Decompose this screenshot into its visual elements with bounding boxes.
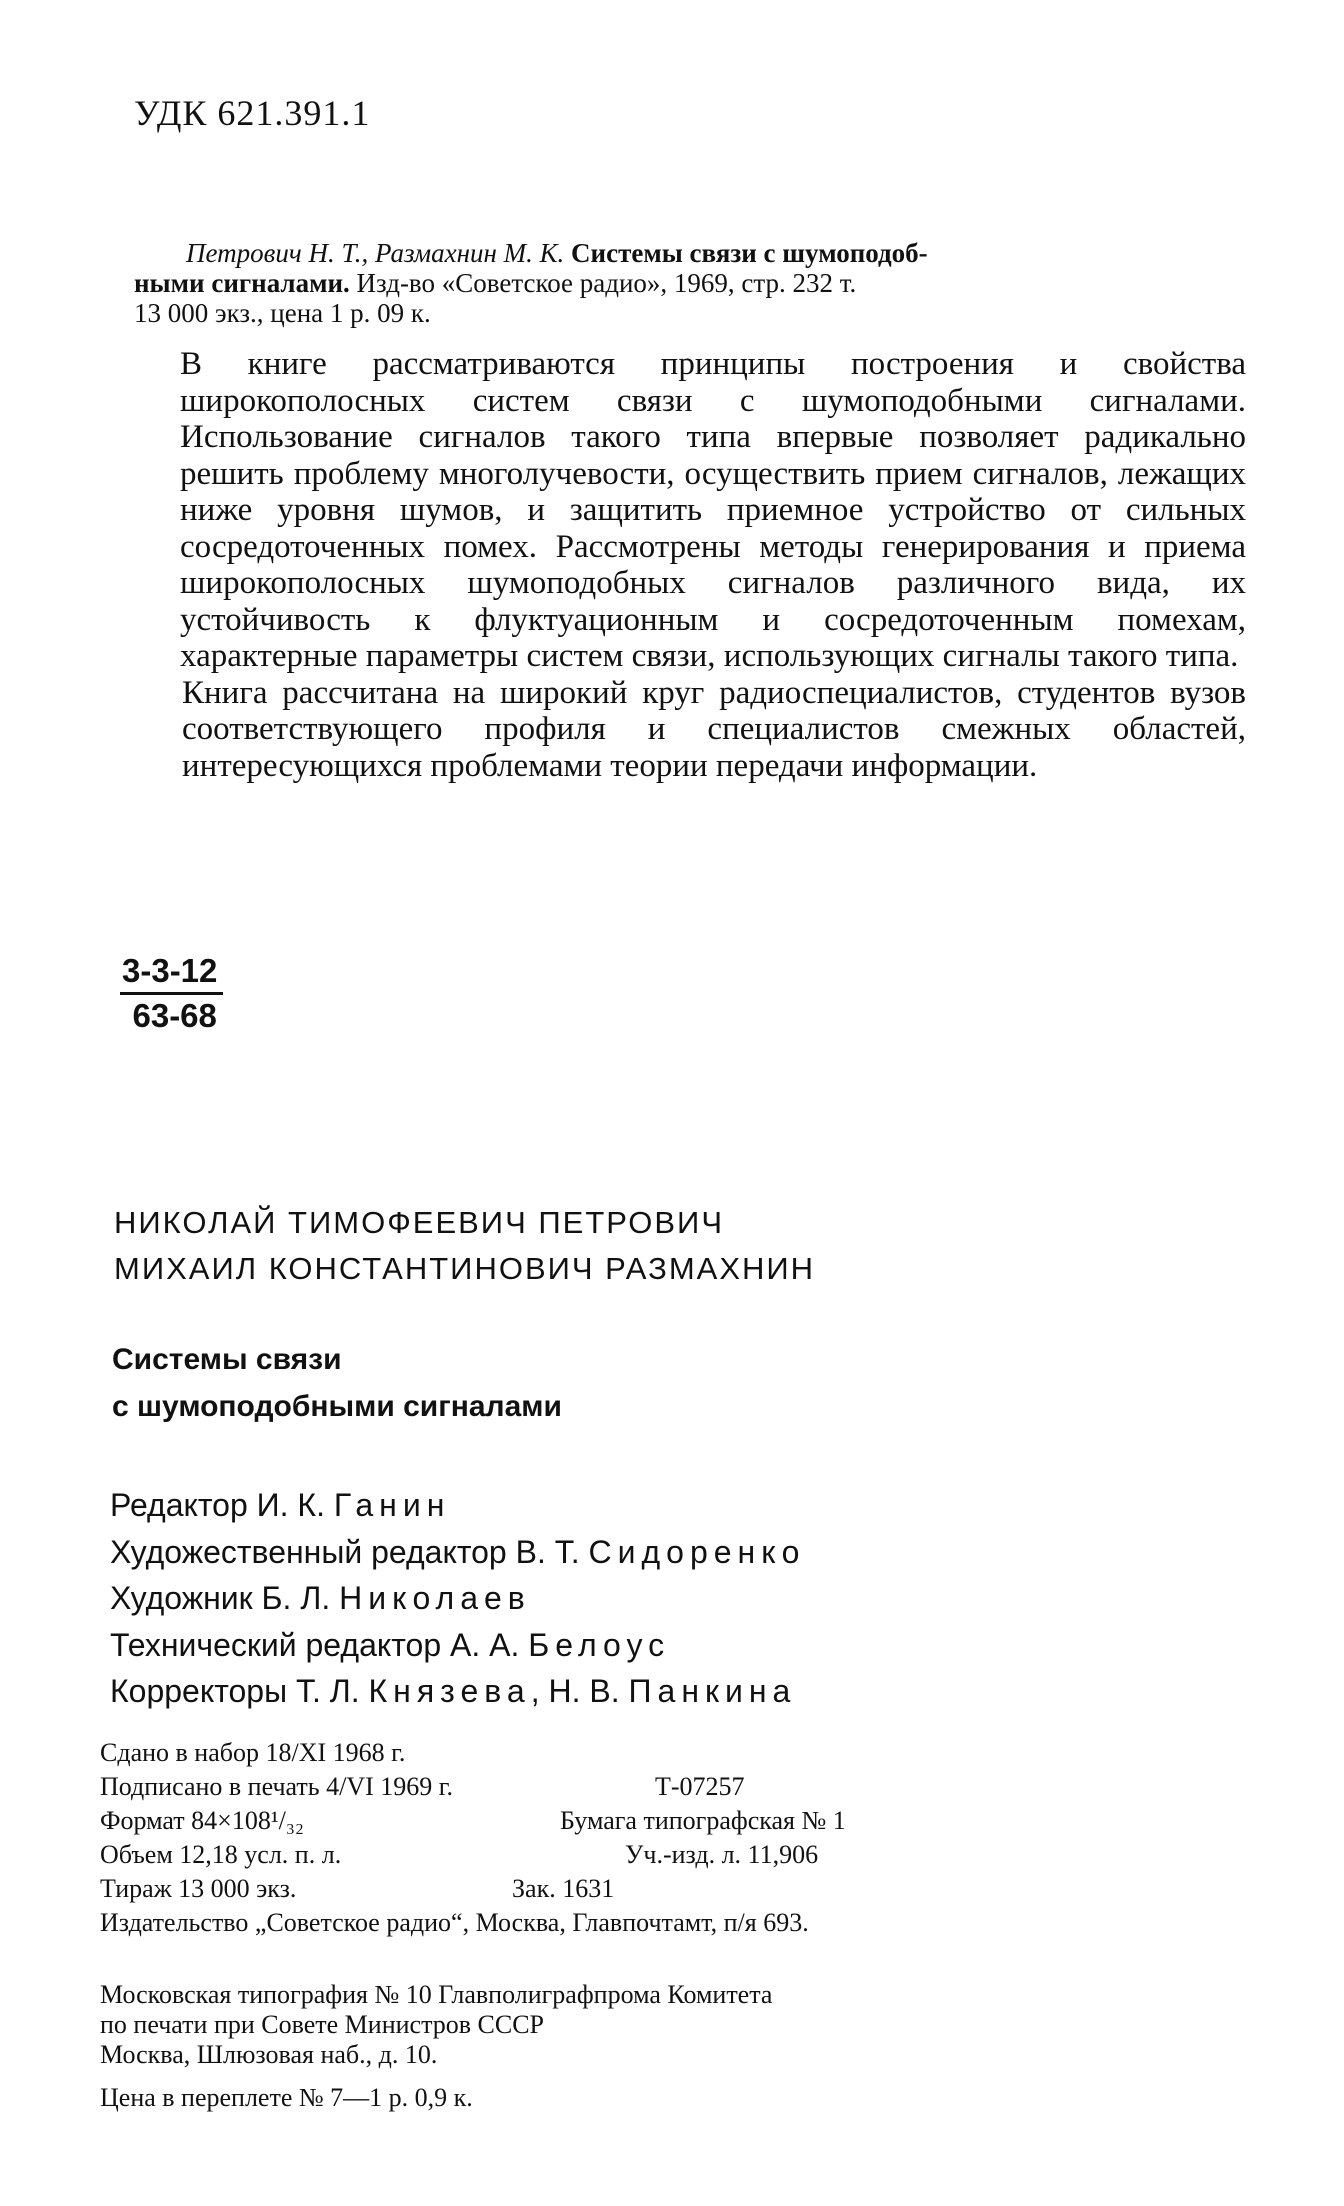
credit-artist: Художник Б. Л. Николаев <box>110 1580 531 1616</box>
printing-line-2: по печати при Совете Министров СССР <box>100 2010 545 2039</box>
index-code <box>120 952 223 1035</box>
book-title <box>112 1336 562 1430</box>
credit-tech-editor: Технический редактор А. А. Белоус <box>110 1626 671 1663</box>
pub-code: Т-07257 <box>655 1772 745 1801</box>
biblio-title-end: ными сигналами. <box>134 268 350 298</box>
pub-publisher: Издательство „Советское радио“, Москва, Главпочтамт, п/я 693. <box>100 1908 809 1937</box>
pub-order: Зак. 1631 <box>512 1874 615 1903</box>
pub-volume: Объем 12,18 усл. п. л. <box>100 1840 342 1869</box>
udk-code: УДК 621.391.1 <box>134 93 371 133</box>
pub-run: Тираж 13 000 экз. <box>100 1874 297 1903</box>
pub-typeset: Сдано в набор 18/XI 1968 г. <box>100 1738 406 1767</box>
biblio-authors: Петрович Н. Т., Размахнин М. К. <box>186 238 565 268</box>
book-title-line-1: Системы связи <box>112 1343 342 1376</box>
printing-line-3: Москва, Шлюзовая наб., д. 10. <box>100 2040 438 2069</box>
biblio-publisher: Изд-во «Советское радио», 1969, стр. 232 т. <box>356 268 857 298</box>
index-code-denominator: 63-68 <box>132 997 217 1034</box>
publication-details <box>100 1736 1250 1940</box>
credit-art-editor: Художественный редактор В. Т. Сидоренко <box>110 1533 806 1570</box>
credit-proofreaders: Корректоры Т. Л. Князева, Н. В. Панкина <box>110 1673 797 1709</box>
pub-format: Формат 84×108¹/₃₂ <box>100 1806 304 1835</box>
binding-price: Цена в переплете № 7—1 р. 0,9 к. <box>100 2083 473 2112</box>
printing-info <box>100 1980 772 2070</box>
author-name-1: НИКОЛАЙ ТИМОФЕЕВИЧ ПЕТРОВИЧ <box>114 1205 724 1240</box>
credits <box>110 1482 805 1715</box>
pub-paper: Бумага типографская № 1 <box>560 1806 846 1835</box>
bibliographic-entry <box>134 238 1246 328</box>
abstract-paragraph-1: В книге рассматриваются принципы построения и свойства широкополосных систем связи с шумоподобными сигналами. Использование сигналов такого типа впервые позволяет радикально решить проблему многолучевости, осуществить прием сигналов, лежащих ниже уровня шумов, и защитить приемное устройство от сильных сосредоточенных помех. Рассмотрены методы генерирования и приема широкополосных шумоподобных сигналов различного вида, их устойчивость к флуктуационным и сосредоточенным помехам, характерные параметры систем связи, использующих сигналы такого типа. <box>180 346 1246 674</box>
book-title-line-2: с шумоподобными сигналами <box>112 1390 562 1423</box>
author-name-2: МИХАИЛ КОНСТАНТИНОВИЧ РАЗМАХНИН <box>114 1251 816 1286</box>
abstract <box>182 346 1246 784</box>
credit-editor: Редактор И. К. Ганин <box>110 1487 451 1523</box>
pub-edition-sheets: Уч.-изд. л. 11,906 <box>625 1840 819 1869</box>
author-names <box>114 1200 815 1292</box>
index-code-numerator: 3-3-12 <box>120 952 223 995</box>
biblio-title-start: Системы связи с шумоподоб- <box>571 238 928 268</box>
printing-line-1: Московская типография № 10 Главполиграфпрома Комитета <box>100 1980 773 2009</box>
pub-signed: Подписано в печать 4/VI 1969 г. <box>100 1772 454 1801</box>
biblio-run-price: 13 000 экз., цена 1 р. 09 к. <box>134 298 431 328</box>
abstract-paragraph-2: Книга рассчитана на широкий круг радиоспециалистов, студентов вузов соответствующего профиля и специалистов смежных областей, интересующихся проблемами теории передачи информации. <box>182 674 1246 784</box>
